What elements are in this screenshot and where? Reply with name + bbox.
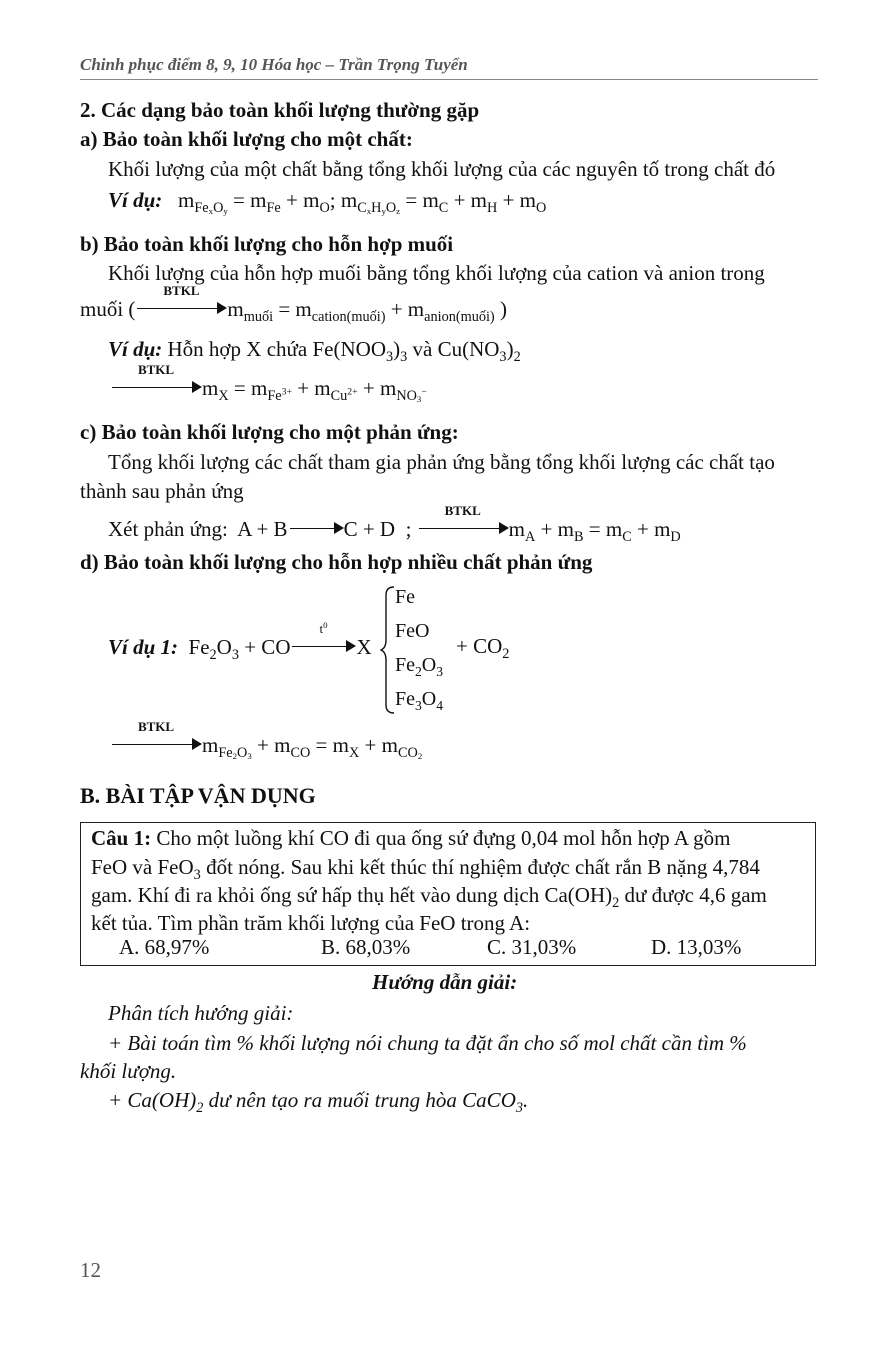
product-list bbox=[395, 583, 443, 719]
btkl-arrow: BTKL bbox=[417, 516, 509, 538]
subheading-c: c) Bảo toàn khối lượng cho một phản ứng: bbox=[80, 420, 459, 444]
question-line: kết tủa. Tìm phần trăm khối lượng của FeO trong A: bbox=[91, 911, 531, 935]
product-item: $Fe_3O_4$ bbox=[395, 688, 444, 713]
paragraph-c-1: Tổng khối lượng các chất tham gia phản ứng bằng tổng khối lượng các chất tạo bbox=[108, 450, 775, 474]
paragraph-b-2: muối ( BTKL $m_{muối} = m_{cation(muối)} + m_{anion(muối)}$ ) bbox=[80, 283, 507, 325]
btkl-arrow: BTKL bbox=[110, 732, 202, 754]
paragraph-a: Khối lượng của một chất bằng tổng khối lượng của các nguyên tố trong chất đó bbox=[108, 157, 776, 181]
question-line: FeO và FeO$_3$ đốt nóng. Sau khi kết thúc thí nghiệm được chất rắn B nặng 4,784 bbox=[91, 855, 760, 883]
running-header: Chinh phục điểm 8, 9, 10 Hóa học – Trần Trọng Tuyển bbox=[80, 55, 468, 74]
page-number: 12 bbox=[80, 1258, 101, 1282]
product-item: $Fe_2O_3$ bbox=[395, 654, 444, 679]
header-rule bbox=[80, 79, 818, 80]
formula-line-a bbox=[108, 188, 547, 217]
section-heading: 2. Các dạng bảo toàn khối lượng thường gặp bbox=[80, 98, 480, 122]
answer-option-a: A. 68,97% bbox=[119, 935, 210, 959]
analysis-point-2: + $Ca(OH)_2$ dư nên tạo ra muối trung hòa CaCO$_3$. bbox=[108, 1088, 529, 1116]
analysis-point-1-cont: khối lượng. bbox=[80, 1059, 177, 1083]
example-b: Ví dụ: Hỗn hợp X chứa $Fe(NOO_3)_3$ và $Cu(NO_3)_2$ bbox=[108, 337, 521, 365]
co2-product: + $CO_2$ bbox=[456, 634, 510, 662]
formula-a: $m_{FexOy} = m_{Fe} + m_O$; $m_{CxHyOz} = m_C + m_H + m_O$ bbox=[167, 188, 547, 217]
analysis-point-1: + Bài toán tìm % khối lượng nói chung ta đặt ẩn cho số mol chất cần tìm % bbox=[108, 1031, 747, 1055]
example-label: Ví dụ: bbox=[108, 188, 163, 212]
subheading-b: b) Bảo toàn khối lượng cho hỗn hợp muối bbox=[80, 232, 454, 256]
answer-option-d: D. 13,03% bbox=[651, 935, 742, 959]
answer-option-b: B. 68,03% bbox=[321, 935, 411, 959]
heat-arrow: $t^0$ bbox=[290, 634, 356, 656]
example-d: Ví dụ 1: $Fe_2O_3$ + CO $t^0$ X bbox=[108, 620, 372, 663]
question-box bbox=[80, 822, 816, 966]
answer-option-c: C. 31,03% bbox=[487, 935, 577, 959]
formula-b: BTKL $m_X = m_{Fe^{3+}} + m_{Cu^{2+}} + m_{NO3^-}$ bbox=[110, 375, 427, 401]
curly-brace-icon bbox=[380, 585, 396, 715]
paragraph-c-2: thành sau phản ứng bbox=[80, 479, 244, 503]
paragraph-b-1: Khối lượng của hỗn hợp muối bằng tổng khối lượng của cation và anion trong bbox=[108, 261, 765, 285]
solution-heading: Hướng dẫn giải: bbox=[372, 970, 518, 994]
btkl-arrow: BTKL bbox=[110, 375, 202, 397]
question-line: Câu 1: Cho một luồng khí CO đi qua ống sứ đựng 0,04 mol hỗn hợp A gồm bbox=[91, 826, 731, 850]
product-item: FeO bbox=[395, 620, 430, 642]
subheading-d: d) Bảo toàn khối lượng cho hỗn hợp nhiều chất phản ứng bbox=[80, 550, 593, 574]
product-item: Fe bbox=[395, 586, 415, 608]
analysis-label: Phân tích hướng giải: bbox=[108, 1001, 294, 1025]
reaction-c: Xét phản ứng: A + B C + D ; BTKL $m_A + m_B = m_C + m_D$ bbox=[108, 503, 681, 545]
section-b-heading: B. BÀI TẬP VẬN DỤNG bbox=[80, 783, 316, 808]
reaction-arrow bbox=[288, 516, 344, 538]
subheading-a: a) Bảo toàn khối lượng cho một chất: bbox=[80, 127, 413, 151]
formula-d: BTKL $m_{Fe2O3} + m_{CO} = m_X + m_{CO2}$ bbox=[110, 732, 422, 758]
btkl-arrow: BTKL bbox=[135, 296, 227, 318]
question-line: gam. Khí đi ra khỏi ống sứ hấp thụ hết vào dung dịch $Ca(OH)_2$ dư được 4,6 gam bbox=[91, 883, 767, 911]
